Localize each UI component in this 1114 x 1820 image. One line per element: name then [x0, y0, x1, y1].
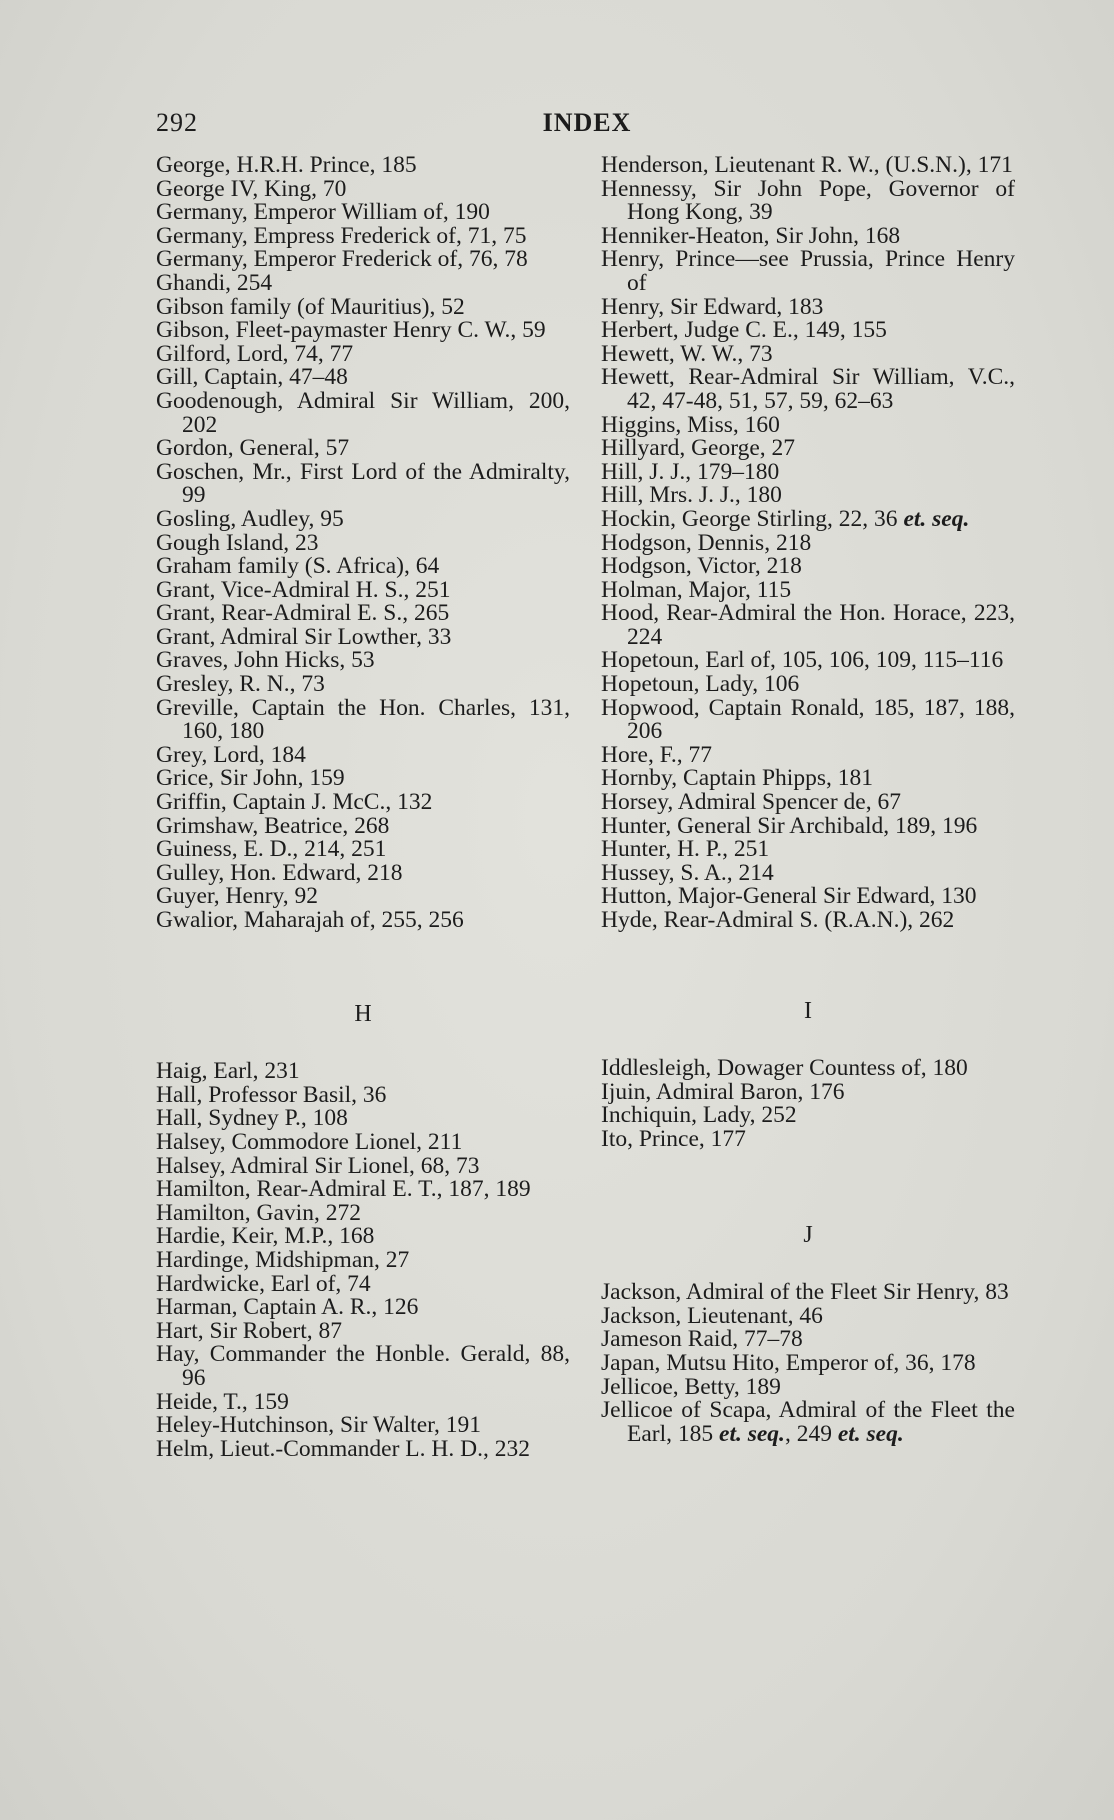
index-entry: Hopetoun, Lady, 106 — [601, 671, 800, 698]
index-entry: Hardinge, Midshipman, 27 — [156, 1246, 410, 1273]
index-entry-hockin — [601, 505, 1015, 532]
index-entry: Hill, J. J., 179–180 — [601, 458, 780, 485]
index-entry: Helm, Lieut.-Commander L. H. D., 232 — [156, 1435, 530, 1462]
index-entry: Goschen, Mr., First Lord of the Admiralty, 99 — [156, 458, 570, 509]
index-entry: Gosling, Audley, 95 — [156, 505, 344, 532]
h-entries-continued — [601, 154, 1015, 508]
index-entry: Ghandi, 254 — [156, 269, 273, 296]
index-entry: Guyer, Henry, 92 — [156, 883, 318, 910]
index-entry: Hamilton, Gavin, 272 — [156, 1199, 361, 1226]
index-entry: Henry, Prince—see Prussia, Prince Henry of — [601, 246, 1015, 296]
et-seq-label: et. seq. — [837, 1420, 904, 1447]
index-entry: Gough Island, 23 — [156, 529, 319, 556]
index-entry: Horsey, Admiral Spencer de, 67 — [601, 789, 901, 816]
index-entry: Hunter, General Sir Archibald, 189, 196 — [601, 812, 978, 839]
index-entry: Hamilton, Rear-Admiral E. T., 187, 189 — [156, 1176, 531, 1203]
index-entry: Gordon, General, 57 — [156, 435, 350, 462]
index-entry: Grimshaw, Beatrice, 268 — [156, 812, 390, 839]
et-seq-label: et. seq. — [719, 1420, 785, 1447]
h-entries-continued-2 — [601, 529, 1015, 933]
index-entry: Hyde, Rear-Admiral S. (R.A.N.), 262 — [601, 907, 955, 933]
index-entry: Hodgson, Victor, 218 — [601, 553, 802, 580]
index-entry: Japan, Mutsu Hito, Emperor of, 36, 178 — [601, 1349, 976, 1376]
section-heading-h: H — [354, 1000, 372, 1027]
section-heading-i: I — [804, 997, 812, 1024]
index-entry: Hay, Commander the Honble. Gerald, 88, 96 — [156, 1341, 570, 1391]
index-entry: Graves, John Hicks, 53 — [156, 647, 375, 674]
section-heading-j: J — [803, 1221, 813, 1248]
i-entries — [601, 1057, 1015, 1151]
index-entry: Hardie, Keir, M.P., 168 — [156, 1223, 375, 1250]
running-title: INDEX — [542, 108, 632, 137]
index-entry: Germany, Emperor Frederick of, 76, 78 — [156, 246, 528, 273]
index-entry: Hill, Mrs. J. J., 180 — [601, 482, 782, 509]
index-entry: Hutton, Major-General Sir Edward, 130 — [601, 883, 977, 910]
et-seq-label: et. seq. — [903, 505, 970, 532]
index-entry: Gibson, Fleet-paymaster Henry C. W., 59 — [156, 317, 546, 344]
index-entry: Iddlesleigh, Dowager Countess of, 180 — [601, 1055, 968, 1082]
index-entry: Hart, Sir Robert, 87 — [156, 1317, 343, 1344]
index-entry: Gilford, Lord, 74, 77 — [156, 340, 354, 367]
index-entry: Ijuin, Admiral Baron, 176 — [601, 1078, 845, 1105]
index-entry: Hewett, Rear-Admiral Sir William, V.C., 42, 47-48, 51, 57, 59, 62–63 — [601, 364, 1015, 414]
index-entry: Jackson, Admiral of the Fleet Sir Henry, 83 — [601, 1279, 1009, 1306]
page-number: 292 — [156, 108, 198, 137]
index-entry: Hewett, W. W., 73 — [601, 340, 773, 367]
index-entry: Hall, Sydney P., 108 — [156, 1105, 348, 1132]
index-entry: Hennessy, Sir John Pope, Governor of Hong Kong, 39 — [601, 175, 1015, 226]
entry-text: , 249 — [784, 1420, 838, 1447]
index-entry: Hore, F., 77 — [601, 741, 713, 768]
index-entry: Ito, Prince, 177 — [601, 1125, 746, 1152]
index-entry: Griffin, Captain J. McC., 132 — [156, 789, 433, 816]
index-entry: Hunter, H. P., 251 — [601, 836, 770, 863]
index-entry: Hardwicke, Earl of, 74 — [156, 1270, 371, 1297]
left-column — [156, 154, 570, 1461]
j-entries — [601, 1281, 1015, 1399]
index-entry: Hood, Rear-Admiral the Hon. Horace, 223, 224 — [601, 600, 1015, 650]
index-entry: Haig, Earl, 231 — [156, 1058, 300, 1085]
index-entry: Gulley, Hon. Edward, 218 — [156, 859, 403, 886]
index-entry: Grant, Rear-Admiral E. S., 265 — [156, 600, 450, 627]
index-entry: Halsey, Admiral Sir Lionel, 68, 73 — [156, 1152, 480, 1179]
right-column — [601, 154, 1015, 1446]
entry-text: Jellicoe of Scapa, Admiral of the Fleet the Earl, 185 — [601, 1397, 1015, 1447]
h-entries — [156, 1060, 570, 1461]
index-entry: Henry, Sir Edward, 183 — [601, 293, 824, 320]
index-entry: Gill, Captain, 47–48 — [156, 364, 348, 391]
index-entry: Jellicoe, Betty, 189 — [601, 1373, 781, 1400]
index-entry: Henderson, Lieutenant R. W., (U.S.N.), 171 — [601, 152, 1013, 178]
index-entry: Hodgson, Dennis, 218 — [601, 529, 812, 556]
index-entry: Higgins, Miss, 160 — [601, 411, 780, 438]
index-entry: Heide, T., 159 — [156, 1388, 289, 1415]
index-entry: Grey, Lord, 184 — [156, 741, 306, 768]
index-entry: Inchiquin, Lady, 252 — [601, 1102, 797, 1129]
index-entry: Harman, Captain A. R., 126 — [156, 1294, 419, 1321]
index-entry: Gwalior, Maharajah of, 255, 256 — [156, 907, 464, 933]
index-entry: George IV, King, 70 — [156, 175, 347, 202]
index-entry: Germany, Emperor William of, 190 — [156, 199, 490, 226]
index-entry: George, H.R.H. Prince, 185 — [156, 152, 417, 178]
index-entry: Greville, Captain the Hon. Charles, 131, 160, 180 — [156, 694, 570, 745]
index-entry: Grant, Admiral Sir Lowther, 33 — [156, 623, 452, 650]
index-entry-jellicoe-of-scapa — [601, 1399, 1015, 1446]
index-entry: Hall, Professor Basil, 36 — [156, 1081, 387, 1108]
g-entries — [156, 154, 570, 933]
index-entry: Heley-Hutchinson, Sir Walter, 191 — [156, 1412, 482, 1439]
entry-text: Hockin, George Stirling, 22, 36 — [601, 505, 904, 532]
index-entry: Henniker-Heaton, Sir John, 168 — [601, 222, 901, 249]
index-entry: Jackson, Lieutenant, 46 — [601, 1302, 823, 1329]
index-entry: Grant, Vice-Admiral H. S., 251 — [156, 576, 451, 603]
index-entry: Hopetoun, Earl of, 105, 106, 109, 115–116 — [601, 647, 1004, 674]
index-entry: Goodenough, Admiral Sir William, 200, 202 — [156, 387, 570, 438]
index-entry: Jameson Raid, 77–78 — [601, 1326, 803, 1353]
index-entry: Guiness, E. D., 214, 251 — [156, 836, 387, 863]
index-entry: Gibson family (of Mauritius), 52 — [156, 293, 465, 320]
index-entry: Gresley, R. N., 73 — [156, 671, 325, 698]
index-entry: Hornby, Captain Phipps, 181 — [601, 765, 873, 792]
index-entry: Germany, Empress Frederick of, 71, 75 — [156, 222, 527, 249]
index-entry: Grice, Sir John, 159 — [156, 765, 345, 792]
index-entry: Hopwood, Captain Ronald, 185, 187, 188, 206 — [601, 694, 1015, 745]
index-entry: Holman, Major, 115 — [601, 576, 792, 603]
index-entry: Halsey, Commodore Lionel, 211 — [156, 1128, 463, 1155]
index-entry: Hussey, S. A., 214 — [601, 859, 774, 886]
index-entry: Graham family (S. Africa), 64 — [156, 553, 440, 580]
index-entry: Hillyard, George, 27 — [601, 435, 796, 462]
index-entry: Herbert, Judge C. E., 149, 155 — [601, 317, 887, 344]
